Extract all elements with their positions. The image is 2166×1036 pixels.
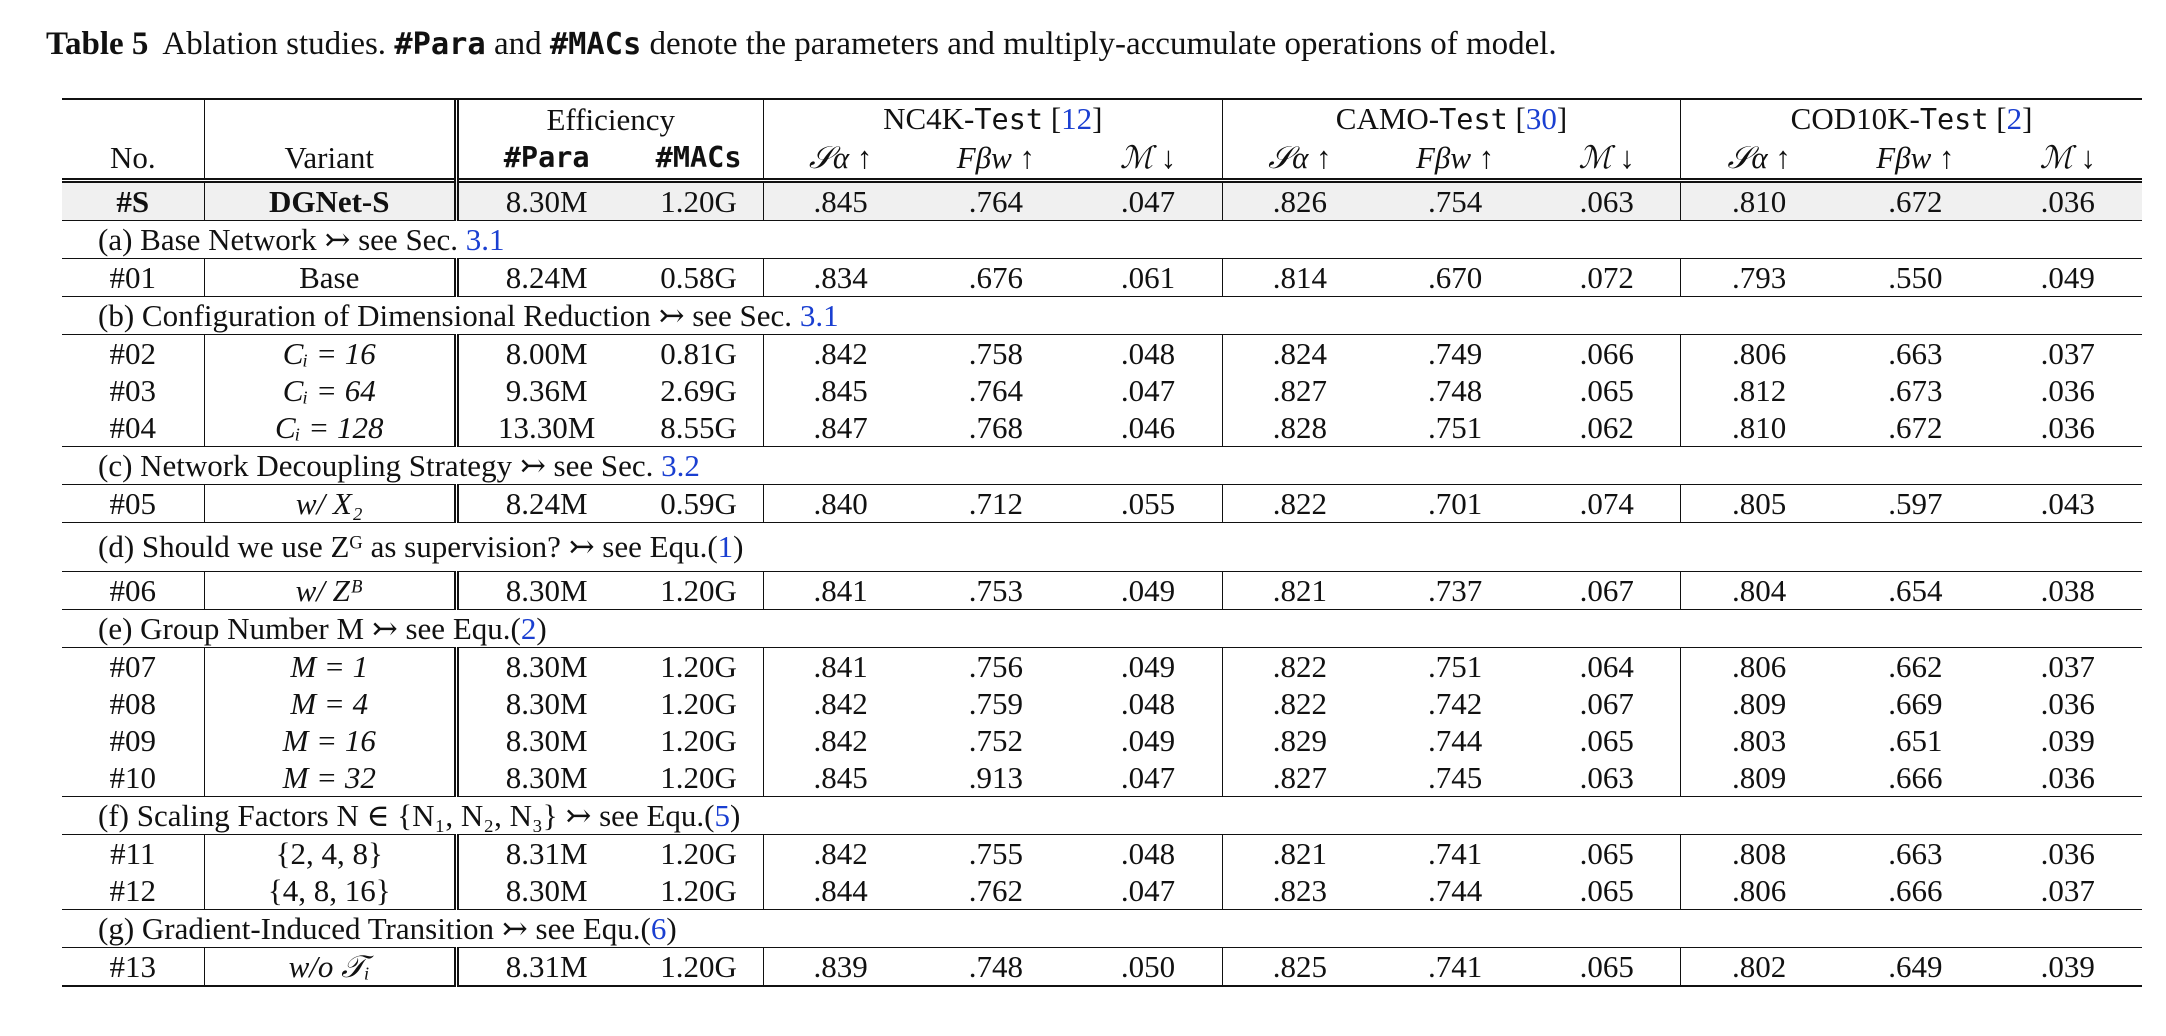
metric-cell: .759 — [968, 686, 1024, 721]
metric-cell: .842 — [763, 335, 917, 373]
row-number: #11 — [110, 836, 156, 871]
metric-cell: .764 — [968, 373, 1024, 408]
metric-cell: .823 — [1222, 872, 1376, 910]
metric-cell: .050 — [1120, 949, 1176, 984]
metric-cell: .806 — [1681, 872, 1838, 910]
metric-cell: .809 — [1681, 685, 1838, 722]
metric-cell: .036 — [2040, 410, 2095, 445]
para-cell: 8.30M — [505, 686, 588, 721]
row-number: #02 — [109, 336, 157, 371]
metric-cell: .039 — [2040, 723, 2095, 758]
efficiency-header: Efficiency — [546, 101, 676, 137]
metric-cell: .049 — [1120, 649, 1176, 684]
metric-cell: .061 — [1120, 260, 1176, 295]
para-cell: 13.30M — [498, 410, 596, 445]
variant-cell: w/ Zᴮ — [204, 572, 456, 610]
metric-cell: .672 — [1888, 410, 1943, 445]
metric-cell: .038 — [2040, 573, 2095, 608]
metric-header: 𝒮α ↑ — [763, 138, 917, 181]
metric-cell: .744 — [1427, 873, 1483, 908]
metric-cell: .841 — [763, 572, 917, 610]
metric-cell: .744 — [1427, 723, 1483, 758]
metric-cell: .812 — [1681, 372, 1838, 409]
para-cell: 8.31M — [505, 836, 588, 871]
metric-cell: .802 — [1681, 948, 1838, 987]
metric-header: ℳ ↓ — [1578, 140, 1635, 175]
table-row — [62, 181, 2142, 221]
table-row — [62, 485, 2142, 523]
para-header: #Para — [503, 141, 590, 174]
metric-cell: .842 — [763, 835, 917, 873]
para-cell: 8.30M — [505, 760, 588, 795]
metric-cell: .749 — [1427, 336, 1483, 371]
metric-cell: .844 — [763, 872, 917, 910]
metric-cell: .047 — [1074, 181, 1222, 221]
row-number: #06 — [109, 573, 157, 608]
macs-cell: 1.20G — [660, 573, 737, 608]
caption-and: and — [493, 26, 542, 62]
metric-cell: .825 — [1222, 948, 1376, 987]
metric-cell: .829 — [1222, 722, 1376, 759]
metric-cell: .804 — [1681, 572, 1838, 610]
caption-text-a: Ablation studies. — [162, 26, 387, 62]
caption-text-b: denote the parameters and multiply-accumulate operations of model. — [649, 26, 1557, 62]
macs-cell: 8.55G — [660, 410, 737, 445]
metric-cell: .752 — [968, 723, 1024, 758]
variant-cell: M = 32 — [204, 759, 456, 797]
metric-cell: .822 — [1222, 485, 1376, 523]
section-row: (c) Network Decoupling Strategy ↣ see Sec. 3.2 — [62, 447, 2142, 485]
metric-cell: .048 — [1120, 836, 1176, 871]
variant-cell: DGNet-S — [204, 181, 456, 221]
metric-cell: .666 — [1888, 760, 1943, 795]
metric-cell: .049 — [2040, 260, 2095, 295]
no-header: No. — [109, 140, 156, 175]
para-cell: 8.30M — [505, 573, 588, 608]
metric-cell: .036 — [2040, 760, 2095, 795]
metric-cell: .822 — [1222, 648, 1376, 686]
variant-cell: M = 4 — [204, 685, 456, 722]
macs-header: #MACs — [655, 141, 742, 174]
metric-cell: .712 — [968, 486, 1024, 521]
table-row — [62, 372, 2142, 409]
row-number: #03 — [109, 373, 157, 408]
metric-cell: .046 — [1120, 410, 1176, 445]
metric-cell: .036 — [1994, 181, 2142, 221]
table-row — [62, 835, 2142, 873]
metric-cell: .810 — [1681, 181, 1838, 221]
metric-cell: .666 — [1888, 873, 1943, 908]
dataset-header: CAMO-Test [30] — [1222, 100, 1680, 138]
dataset-header: COD10K-Test [2] — [1681, 100, 2142, 138]
metric-cell: .822 — [1222, 685, 1376, 722]
metric-cell: .550 — [1888, 260, 1943, 295]
metric-cell: .072 — [1579, 260, 1634, 295]
metric-cell: .047 — [1120, 760, 1176, 795]
metric-cell: .597 — [1888, 486, 1943, 521]
metric-cell: .839 — [763, 948, 917, 987]
metric-cell: .673 — [1888, 373, 1943, 408]
metric-cell: .840 — [763, 485, 917, 523]
row-number: #09 — [109, 723, 157, 758]
variant-cell: w/o 𝒯ᵢ — [204, 948, 456, 987]
table-label: Table 5 — [46, 26, 149, 62]
metric-cell: .806 — [1681, 335, 1838, 373]
table-row — [62, 409, 2142, 447]
metric-cell: .809 — [1681, 759, 1838, 797]
section-row: (a) Base Network ↣ see Sec. 3.1 — [62, 221, 2142, 259]
metric-cell: .036 — [2040, 686, 2095, 721]
table-row — [62, 872, 2142, 910]
para-cell: 8.00M — [505, 336, 588, 371]
para-cell: 8.30M — [505, 723, 588, 758]
table-row — [62, 722, 2142, 759]
metric-cell: .808 — [1681, 835, 1838, 873]
metric-cell: .827 — [1222, 759, 1376, 797]
metric-cell: .676 — [968, 260, 1024, 295]
metric-cell: .758 — [968, 336, 1024, 371]
macs-cell: 1.20G — [660, 723, 737, 758]
metric-cell: .663 — [1888, 336, 1943, 371]
metric-cell: .762 — [968, 873, 1024, 908]
row-number: #S — [62, 181, 204, 221]
metric-cell: .043 — [2040, 486, 2095, 521]
metric-cell: .764 — [918, 181, 1075, 221]
para-cell: 8.24M — [505, 260, 588, 295]
para-cell: 8.24M — [505, 486, 588, 521]
metric-cell: .845 — [763, 181, 917, 221]
header-row-groups — [62, 100, 2142, 138]
macs-cell: 0.58G — [660, 260, 737, 295]
metric-cell: .663 — [1888, 836, 1943, 871]
variant-header: Variant — [204, 138, 456, 181]
table-row — [62, 335, 2142, 373]
variant-cell: {2, 4, 8} — [204, 835, 456, 873]
metric-cell: .039 — [2040, 949, 2095, 984]
para-cell: 8.30M — [505, 649, 588, 684]
metric-cell: .048 — [1120, 686, 1176, 721]
metric-cell: .793 — [1681, 259, 1838, 297]
metric-cell: .055 — [1120, 486, 1176, 521]
metric-header: ℳ ↓ — [2039, 140, 2096, 175]
metric-cell: .741 — [1427, 949, 1483, 984]
metric-cell: .741 — [1427, 836, 1483, 871]
metric-cell: .065 — [1579, 723, 1634, 758]
metric-cell: .803 — [1681, 722, 1838, 759]
row-number: #08 — [109, 686, 157, 721]
metric-cell: .842 — [763, 685, 917, 722]
metric-cell: .063 — [1579, 760, 1634, 795]
metric-cell: .047 — [1120, 373, 1176, 408]
metric-header: ℳ ↓ — [1119, 140, 1177, 175]
section-row: (f) Scaling Factors N ∈ {N₁, N₂, N₃} ↣ see Equ.(5) — [62, 797, 2142, 835]
metric-cell: .662 — [1888, 649, 1943, 684]
variant-cell: {4, 8, 16} — [204, 872, 456, 910]
row-number: #12 — [109, 873, 157, 908]
row-number: #05 — [109, 486, 157, 521]
metric-cell: .845 — [763, 759, 917, 797]
metric-cell: .037 — [2040, 649, 2095, 684]
metric-cell: .845 — [763, 372, 917, 409]
metric-cell: .074 — [1579, 486, 1634, 521]
metric-cell: .672 — [1837, 181, 1994, 221]
metric-cell: .826 — [1222, 181, 1376, 221]
metric-cell: .827 — [1222, 372, 1376, 409]
metric-cell: .067 — [1579, 573, 1634, 608]
row-number: #01 — [109, 260, 157, 295]
metric-cell: .841 — [763, 648, 917, 686]
metric-cell: .049 — [1120, 573, 1176, 608]
metric-cell: .751 — [1427, 410, 1483, 445]
metric-cell: .753 — [968, 573, 1024, 608]
table-row — [62, 685, 2142, 722]
metric-cell: .065 — [1579, 836, 1634, 871]
metric-cell: .755 — [968, 836, 1024, 871]
metric-header: Fβw ↑ — [1876, 140, 1955, 175]
metric-cell: .066 — [1579, 336, 1634, 371]
variant-cell: w/ X₂ — [204, 485, 456, 523]
metric-cell: .037 — [2040, 873, 2095, 908]
metric-cell: .065 — [1579, 873, 1634, 908]
metric-cell: .065 — [1579, 373, 1634, 408]
section-row: (g) Gradient-Induced Transition ↣ see Equ.(6) — [62, 910, 2142, 948]
metric-cell: .067 — [1579, 686, 1634, 721]
macs-cell: 1.20G — [634, 181, 763, 221]
metric-cell: .814 — [1222, 259, 1376, 297]
macs-cell: 1.20G — [660, 949, 737, 984]
metric-cell: .047 — [1120, 873, 1176, 908]
metric-cell: .748 — [968, 949, 1024, 984]
metric-cell: .701 — [1427, 486, 1483, 521]
macs-cell: 1.20G — [660, 760, 737, 795]
table-caption — [46, 26, 1557, 63]
section-row: (b) Configuration of Dimensional Reduction ↣ see Sec. 3.1 — [62, 297, 2142, 335]
metric-cell: .810 — [1681, 409, 1838, 447]
metric-cell: .805 — [1681, 485, 1838, 523]
metric-cell: .065 — [1579, 949, 1634, 984]
row-number: #04 — [109, 410, 157, 445]
variant-cell: M = 1 — [204, 648, 456, 686]
metric-cell: .913 — [968, 760, 1024, 795]
macs-cell: 1.20G — [660, 686, 737, 721]
metric-cell: .834 — [763, 259, 917, 297]
metric-cell: .064 — [1579, 649, 1634, 684]
macs-cell: 1.20G — [660, 649, 737, 684]
metric-cell: .048 — [1120, 336, 1176, 371]
variant-cell: Cᵢ = 16 — [204, 335, 456, 373]
metric-header: 𝒮α ↑ — [1681, 138, 1838, 181]
metric-cell: .670 — [1427, 260, 1483, 295]
metric-cell: .806 — [1681, 648, 1838, 686]
metric-cell: .748 — [1427, 373, 1483, 408]
metric-cell: .062 — [1579, 410, 1634, 445]
metric-cell: .649 — [1888, 949, 1943, 984]
row-number: #13 — [109, 949, 157, 984]
metric-cell: .842 — [763, 722, 917, 759]
macs-cell: 0.59G — [660, 486, 737, 521]
macs-cell: 1.20G — [660, 873, 737, 908]
section-row: (d) Should we use Zᴳ as supervision? ↣ see Equ.(1) — [62, 523, 2142, 572]
metric-cell: .654 — [1888, 573, 1943, 608]
metric-header: Fβw ↑ — [956, 140, 1036, 175]
para-cell: 9.36M — [505, 373, 588, 408]
table-row — [62, 759, 2142, 797]
metric-header: 𝒮α ↑ — [1222, 138, 1376, 181]
row-number: #10 — [109, 760, 157, 795]
metric-cell: .651 — [1888, 723, 1943, 758]
metric-cell: .036 — [2040, 836, 2095, 871]
variant-cell: M = 16 — [204, 722, 456, 759]
metric-cell: .063 — [1533, 181, 1680, 221]
para-cell: 8.30M — [456, 181, 634, 221]
metric-cell: .828 — [1222, 409, 1376, 447]
metric-cell: .745 — [1427, 760, 1483, 795]
caption-para: #Para — [394, 27, 486, 62]
header-row-metrics — [62, 138, 2142, 181]
metric-cell: .037 — [2040, 336, 2095, 371]
macs-cell: 0.81G — [660, 336, 737, 371]
table-row — [62, 648, 2142, 686]
table-row — [62, 259, 2142, 297]
variant-cell: Base — [204, 259, 456, 297]
metric-cell: .821 — [1222, 835, 1376, 873]
macs-cell: 1.20G — [660, 836, 737, 871]
metric-cell: .751 — [1427, 649, 1483, 684]
metric-cell: .669 — [1888, 686, 1943, 721]
macs-cell: 2.69G — [660, 373, 737, 408]
caption-macs: #MACs — [549, 27, 642, 62]
metric-cell: .824 — [1222, 335, 1376, 373]
metric-cell: .821 — [1222, 572, 1376, 610]
metric-cell: .049 — [1120, 723, 1176, 758]
variant-cell: Cᵢ = 64 — [204, 372, 456, 409]
metric-cell: .847 — [763, 409, 917, 447]
metric-cell: .754 — [1377, 181, 1534, 221]
table-row — [62, 948, 2142, 987]
table-row — [62, 572, 2142, 610]
ablation-table — [62, 98, 2142, 987]
metric-cell: .737 — [1427, 573, 1483, 608]
row-number: #07 — [109, 649, 157, 684]
section-row: (e) Group Number M ↣ see Equ.(2) — [62, 610, 2142, 648]
para-cell: 8.30M — [505, 873, 588, 908]
metric-cell: .036 — [2040, 373, 2095, 408]
para-cell: 8.31M — [505, 949, 588, 984]
metric-cell: .768 — [968, 410, 1024, 445]
metric-header: Fβw ↑ — [1415, 140, 1495, 175]
metric-cell: .742 — [1427, 686, 1483, 721]
metric-cell: .756 — [968, 649, 1024, 684]
variant-cell: Cᵢ = 128 — [204, 409, 456, 447]
dataset-header: NC4K-Test [12] — [763, 100, 1222, 138]
